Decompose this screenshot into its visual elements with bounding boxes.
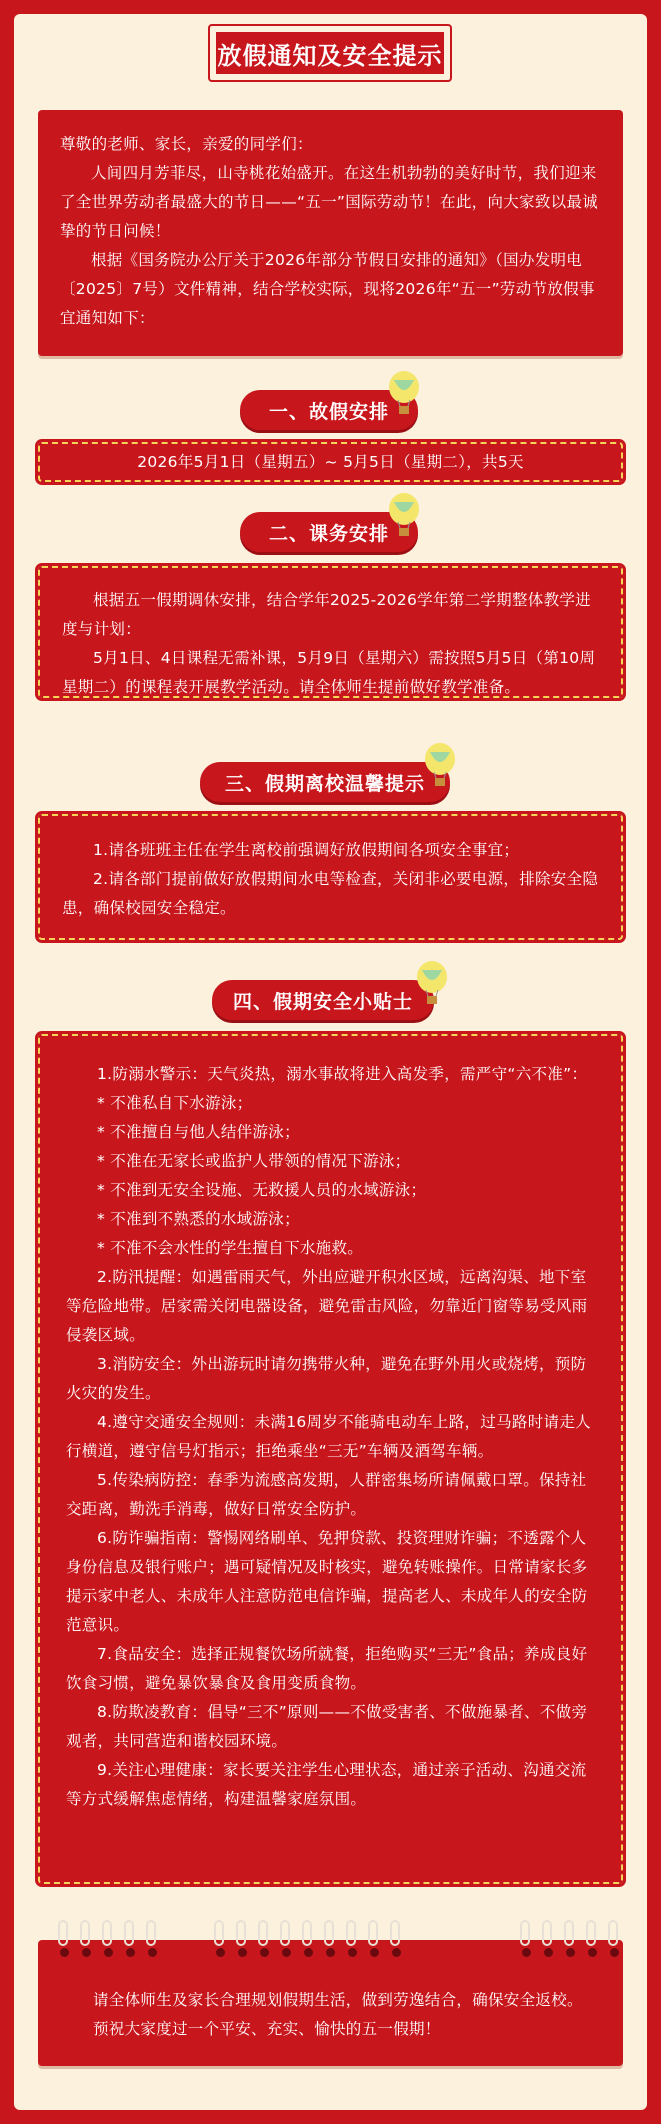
- greeting: 尊敬的老师、家长，亲爱的同学们：: [60, 135, 313, 153]
- holiday-dates: 2026年5月1日（星期五）~ 5月5日（星期二），共5天: [137, 452, 524, 471]
- closing-line-2: 预祝大家度过一个平安、充实、愉快的五一假期！: [93, 2020, 441, 2038]
- binder-ring-icon: [258, 1920, 270, 1960]
- binder-ring-icon: [346, 1920, 358, 1960]
- binder-ring-icon: [390, 1920, 402, 1960]
- tip-item: 1.防溺水警示：天气炎热，溺水事故将进入高发季，需严守“六不准”：: [97, 1065, 588, 1083]
- binder-ring-icon: [124, 1920, 136, 1960]
- classes-panel: [38, 566, 623, 698]
- section-heading-leaving: 三、假期离校温馨提示: [200, 762, 450, 802]
- binder-rings-right: [520, 1920, 620, 1960]
- title-box: [208, 24, 452, 82]
- tip-item: 4.遵守交通安全规则：未满16周岁不能骑电动车上路，过马路时请走人行横道，遵守信号灯指示；拒绝乘坐“三无”车辆及酒驾车辆。: [66, 1413, 591, 1460]
- closing-line-1: 请全体师生及家长合理规划假期生活，做到劳逸结合，确保安全返校。: [93, 1991, 583, 2009]
- section-heading-tips: 四、假期安全小贴士: [212, 980, 434, 1020]
- binder-ring-icon: [280, 1920, 292, 1960]
- holiday-panel: [38, 442, 623, 482]
- tips-panel: [38, 1034, 623, 1884]
- binder-ring-icon: [236, 1920, 248, 1960]
- balloon-icon: [386, 370, 422, 420]
- binder-ring-icon: [58, 1920, 70, 1960]
- tip-item: * 不准到不熟悉的水域游泳；: [97, 1210, 300, 1228]
- binder-rings-middle: [214, 1920, 402, 1960]
- tip-item: 5.传染病防控：春季为流感高发期，人群密集场所请佩戴口罩。保持社交距离，勤洗手消毒，做好日常安全防护。: [66, 1471, 587, 1518]
- tip-item: 6.防诈骗指南：警惕网络刷单、免押贷款、投资理财诈骗；不透露个人身份信息及银行账户；遇可疑情况及时核实，避免转账操作。日常请家长多提示家中老人、未成年人注意防范电信诈骗，提高老人、未成年人的安全防范意识。: [66, 1529, 588, 1634]
- tip-item: * 不准到无安全设施、无救援人员的水域游泳；: [97, 1181, 427, 1199]
- leaving-panel: [38, 814, 623, 940]
- section-heading-holiday: 一、故假安排: [240, 390, 418, 430]
- balloon-icon: [414, 960, 450, 1010]
- binder-ring-icon: [324, 1920, 336, 1960]
- binder-ring-icon: [368, 1920, 380, 1960]
- tip-item: 9.关注心理健康：家长要关注学生心理状态，通过亲子活动、沟通交流等方式缓解焦虑情绪，构建温馨家庭氛围。: [66, 1761, 587, 1808]
- binder-ring-icon: [102, 1920, 114, 1960]
- leaving-item-1: 1.请各班班主任在学生离校前强调好放假期间各项安全事宜；: [93, 841, 520, 859]
- tip-item: 8.防欺凌教育：倡导“三不”原则——不做受害者、不做施暴者、不做旁观者，共同营造和谐校园环境。: [66, 1703, 588, 1750]
- intro-paragraph-1: 人间四月芳菲尽，山寺桃花始盛开。在这生机勃勃的美好时节，我们迎来了全世界劳动者最盛大的节日——“五一”国际劳动节！在此，向大家致以最诚挚的节日问候！: [60, 164, 599, 240]
- intro-panel: [38, 110, 623, 356]
- page-title: 放假通知及安全提示: [216, 32, 444, 74]
- binder-rings-left: [58, 1920, 158, 1960]
- intro-paragraph-2: 根据《国务院办公厅关于2026年部分节假日安排的通知》（国办发明电〔2025〕7号）文件精神，结合学校实际，现将2026年“五一”劳动节放假事宜通知如下：: [60, 251, 595, 327]
- tip-item: * 不准在无家长或监护人带领的情况下游泳；: [97, 1152, 411, 1170]
- tip-item: * 不准擅自与他人结伴游泳；: [97, 1123, 300, 1141]
- binder-ring-icon: [80, 1920, 92, 1960]
- binder-ring-icon: [146, 1920, 158, 1960]
- binder-ring-icon: [542, 1920, 554, 1960]
- binder-ring-icon: [302, 1920, 314, 1960]
- balloon-icon: [386, 492, 422, 542]
- tip-item: 7.食品安全：选择正规餐饮场所就餐，拒绝购买“三无”食品；养成良好饮食习惯，避免暴饮暴食及食用变质食物。: [66, 1645, 588, 1692]
- leaving-item-2: 2.请各部门提前做好放假期间水电等检查，关闭非必要电源，排除安全隐患，确保校园安全稳定。: [62, 870, 599, 917]
- binder-ring-icon: [564, 1920, 576, 1960]
- tip-item: 2.防汛提醒：如遇雷雨天气，外出应避开积水区域，远离沟渠、地下室等危险地带。居家需关闭电器设备，避免雷击风险，勿靠近门窗等易受风雨侵袭区域。: [66, 1268, 588, 1344]
- classes-paragraph-2: 5月1日、4日课程无需补课，5月9日（星期六）需按照5月5日（第10周星期二）的课程表开展教学活动。请全体师生提前做好教学准备。: [62, 649, 596, 696]
- binder-ring-icon: [214, 1920, 226, 1960]
- tip-item: * 不准不会水性的学生擅自下水施救。: [97, 1239, 364, 1257]
- binder-ring-icon: [520, 1920, 532, 1960]
- tip-item: * 不准私自下水游泳；: [97, 1094, 253, 1112]
- binder-ring-icon: [586, 1920, 598, 1960]
- classes-paragraph-1: 根据五一假期调休安排，结合学年2025-2026学年第二学期整体教学进度与计划：: [62, 591, 591, 638]
- section-heading-classes: 二、课务安排: [240, 512, 418, 552]
- balloon-icon: [422, 742, 458, 792]
- binder-ring-icon: [608, 1920, 620, 1960]
- tip-item: 3.消防安全：外出游玩时请勿携带火种，避免在野外用火或烧烤，预防火灾的发生。: [66, 1355, 587, 1402]
